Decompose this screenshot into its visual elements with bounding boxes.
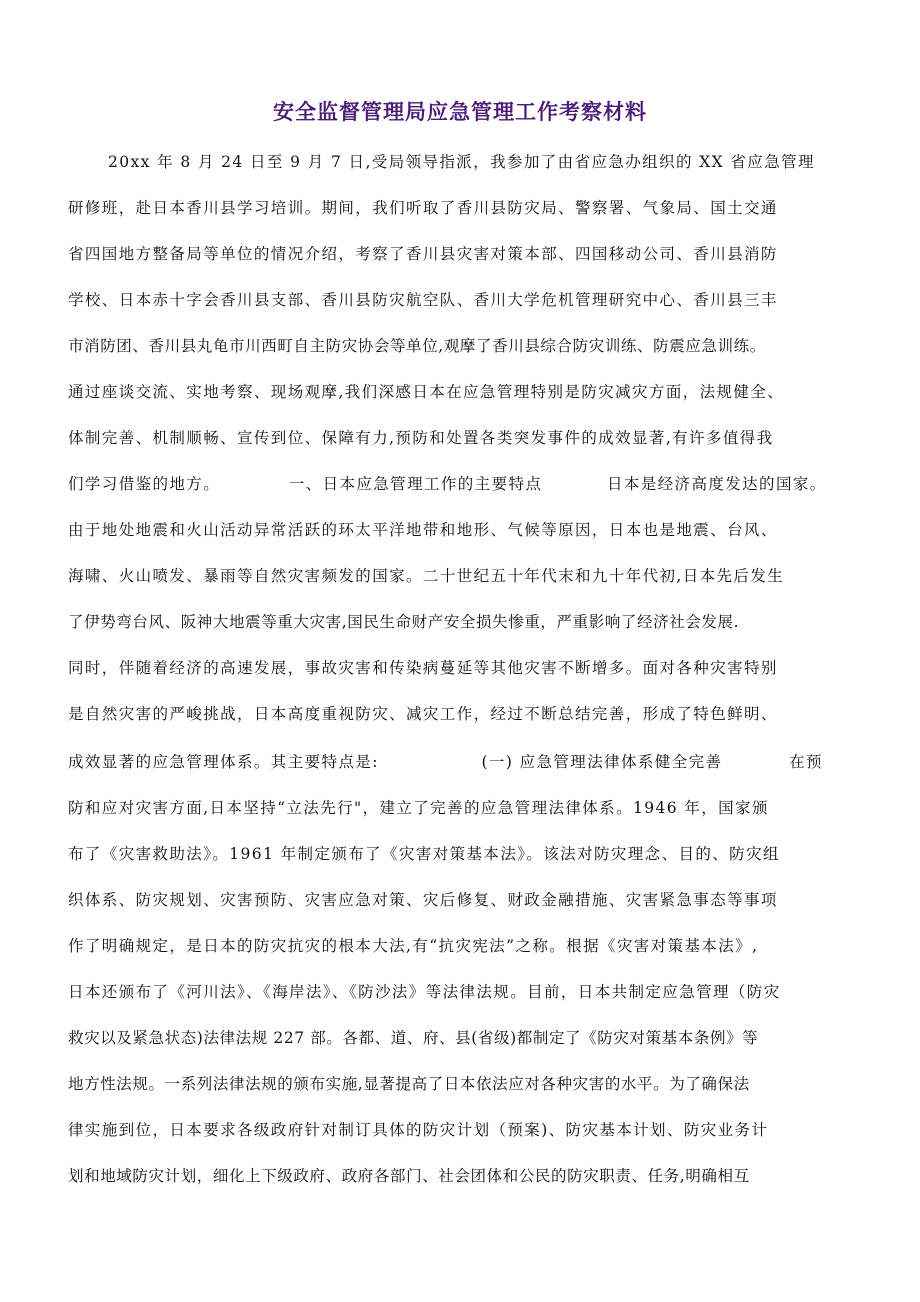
paragraph-line: 划和地域防灾计划，细化上下级政府、政府各部门、社会团体和公民的防灾职责、任务,明确相互 xyxy=(68,1167,750,1185)
paragraph-line: 救灾以及紧急状态)法律法规 227 部。各都、道、府、县(省级)都制定了《防灾对策基本条例》等 xyxy=(68,1029,759,1047)
paragraph-line: 防和应对灾害方面,日本坚持“立法先行"，建立了完善的应急管理法律体系。1946 年，国家颁 xyxy=(68,799,769,817)
section-subheading: (一) 应急管理法律体系健全完善 xyxy=(481,753,723,771)
paragraph-line: 体制完善、机制顺畅、宣传到位、保障有力,预防和处置各类突发事件的成效显著,有许多值得我 xyxy=(68,429,774,447)
paragraph-line xyxy=(68,472,827,496)
paragraph-text: 们学习借鉴的地方。 xyxy=(68,475,221,493)
paragraph-line: 织体系、防灾规划、灾害预防、灾害应急对策、灾后修复、财政金融措施、灾害紧急事态等事项 xyxy=(68,891,778,909)
paragraph-line: 布了《灾害救助法》。1961 年制定颁布了《灾害对策基本法》。该法对防灾理念、目的、防灾组 xyxy=(68,845,780,863)
paragraph-text: 日本是经济高度发达的国家。 xyxy=(606,475,827,493)
paragraph-line: 研修班，赴日本香川县学习培训。期间，我们听取了香川县防灾局、警察署、气象局、国土交通 xyxy=(68,199,778,217)
paragraph-line xyxy=(68,750,823,774)
paragraph-line: 海啸、火山喷发、暴雨等自然灾害频发的国家。二十世纪五十年代末和九十年代初,日本先后发生 xyxy=(68,567,785,585)
paragraph-text: 在预 xyxy=(789,753,823,771)
paragraph-line: 学校、日本赤十字会香川县支部、香川县防灾航空队、香川大学危机管理研究中心、香川县三丰 xyxy=(68,291,778,309)
paragraph-line: 地方性法规。一系列法律法规的颁布实施,显著提高了日本依法应对各种灾害的水平。为了确保法 xyxy=(68,1075,750,1093)
paragraph-line: 20xx 年 8 月 24 日至 9 月 7 日,受局领导指派，我参加了由省应急办组织的 XX 省应急管理 xyxy=(108,153,815,171)
paragraph-line: 日本还颁布了《河川法》、《海岸法》、《防沙法》等法律法规。目前，日本共制定应急管理（防灾 xyxy=(68,983,781,1001)
paragraph-line: 市消防团、香川县丸龟市川西町自主防灾协会等单位,观摩了香川县综合防灾训练、防震应急训练。 xyxy=(68,337,766,355)
paragraph-line: 省四国地方整备局等单位的情况介绍，考察了香川县灾害对策本部、四国移动公司、香川县消防 xyxy=(68,245,778,263)
paragraph-line: 作了明确规定，是日本的防灾抗灾的根本大法,有“抗灾宪法”之称。根据《灾害对策基本法》, xyxy=(68,937,759,955)
paragraph-text: 成效显著的应急管理体系。其主要特点是: xyxy=(68,753,379,771)
section-heading: 一、日本应急管理工作的主要特点 xyxy=(288,475,543,493)
paragraph-line: 是自然灾害的严峻挑战，日本高度重视防灾、减灾工作，经过不断总结完善，形成了特色鲜明、 xyxy=(68,705,778,723)
paragraph-line: 通过座谈交流、实地考察、现场观摩,我们深感日本在应急管理特别是防灾减灾方面，法规健全、 xyxy=(68,383,785,401)
paragraph-line: 律实施到位，日本要求各级政府针对制订具体的防灾计划（预案)、防灾基本计划、防灾业务计 xyxy=(68,1121,769,1139)
paragraph-line: 了伊势弯台风、阪神大地震等重大灾害,国民生命财产安全损失惨重，严重影响了经济社会发展. xyxy=(68,613,740,631)
paragraph-line: 同时，伴随着经济的高速发展，事故灾害和传染病蔓延等其他灾害不断增多。面对各种灾害特别 xyxy=(68,659,778,677)
paragraph-line: 由于地处地震和火山活动异常活跃的环太平洋地带和地形、气候等原因，日本也是地震、台风、 xyxy=(68,521,778,539)
document-title: 安全监督管理局应急管理工作考察材料 xyxy=(273,99,647,124)
